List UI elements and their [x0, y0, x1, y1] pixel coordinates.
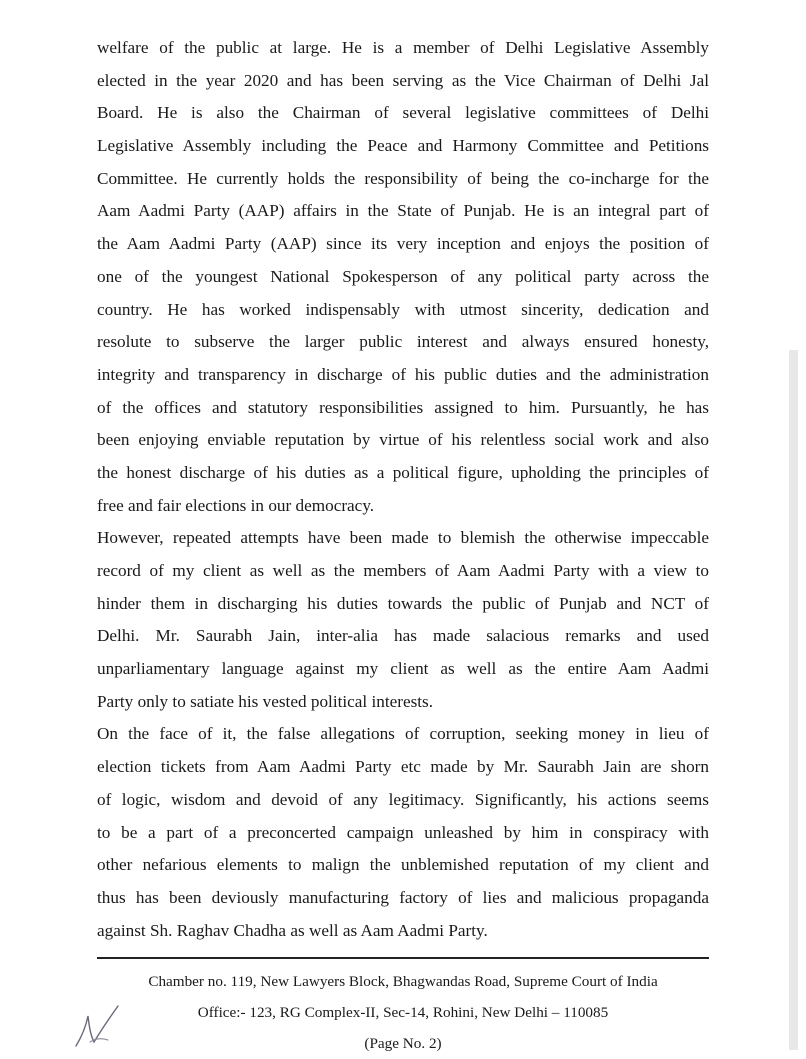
- letter-body: [97, 32, 709, 947]
- footer-page-number: (Page No. 2): [364, 1035, 442, 1052]
- body-line: other nefarious elements to malign the unblemished reputation of my client and: [97, 855, 709, 875]
- body-line: Party only to satiate his vested political interests.: [97, 691, 434, 711]
- signature-icon: [72, 1002, 132, 1050]
- body-line: On the face of it, the false allegations of corruption, seeking money in lieu of: [97, 724, 709, 744]
- body-line: election tickets from Aam Aadmi Party etc made by Mr. Saurabh Jain are shorn: [97, 757, 709, 777]
- body-line: free and fair elections in our democracy.: [97, 495, 375, 515]
- scrollbar[interactable]: [789, 350, 798, 1050]
- body-line: elected in the year 2020 and has been serving as the Vice Chairman of Delhi Jal: [97, 70, 709, 90]
- body-line: Aam Aadmi Party (AAP) affairs in the State of Punjab. He is an integral part of: [97, 201, 709, 221]
- body-line: record of my client as well as the members of Aam Aadmi Party with a view to: [97, 561, 709, 580]
- body-line: welfare of the public at large. He is a member of Delhi Legislative Assembly: [97, 38, 709, 57]
- footer-divider: [97, 957, 709, 959]
- body-line: the Aam Aadmi Party (AAP) since its very inception and enjoys the position of: [97, 234, 709, 254]
- body-line: the honest discharge of his duties as a political figure, upholding the principles of: [97, 462, 709, 482]
- body-line: country. He has worked indispensably with utmost sincerity, dedication and: [97, 299, 709, 319]
- letterhead-footer: [97, 966, 709, 1059]
- footer-office-address: Office:- 123, RG Complex-II, Sec-14, Rohini, New Delhi – 110085: [197, 1004, 609, 1021]
- body-line: Legislative Assembly including the Peace and Harmony Committee and Petitions: [97, 136, 709, 156]
- body-line: resolute to subserve the larger public interest and always ensured honesty,: [97, 332, 709, 352]
- body-line: unparliamentary language against my client as well as the entire Aam Aadmi: [97, 659, 709, 679]
- body-line: of logic, wisdom and devoid of any legitimacy. Significantly, his actions seems: [97, 789, 709, 809]
- body-line: thus has been deviously manufacturing factory of lies and malicious propaganda: [97, 887, 709, 907]
- body-line: Delhi. Mr. Saurabh Jain, inter-alia has made salacious remarks and used: [97, 626, 709, 646]
- footer-chamber-address: Chamber no. 119, New Lawyers Block, Bhagwandas Road, Supreme Court of India: [148, 973, 658, 990]
- body-line: Committee. He currently holds the responsibility of being the co-incharge for the: [97, 168, 709, 188]
- body-line: to be a part of a preconcerted campaign unleashed by him in conspiracy with: [97, 822, 709, 842]
- body-line: However, repeated attempts have been made to blemish the otherwise impeccable: [97, 528, 709, 548]
- body-line: one of the youngest National Spokesperson of any political party across the: [97, 266, 709, 286]
- body-line: hinder them in discharging his duties towards the public of Punjab and NCT of: [97, 593, 709, 613]
- body-line: Board. He is also the Chairman of several legislative committees of Delhi: [97, 103, 709, 123]
- body-line: integrity and transparency in discharge of his public duties and the administration: [97, 364, 709, 384]
- body-line: been enjoying enviable reputation by virtue of his relentless social work and also: [97, 430, 709, 450]
- body-line: of the offices and statutory responsibilities assigned to him. Pursuantly, he has: [97, 397, 709, 417]
- body-line: against Sh. Raghav Chadha as well as Aam Aadmi Party.: [97, 920, 488, 940]
